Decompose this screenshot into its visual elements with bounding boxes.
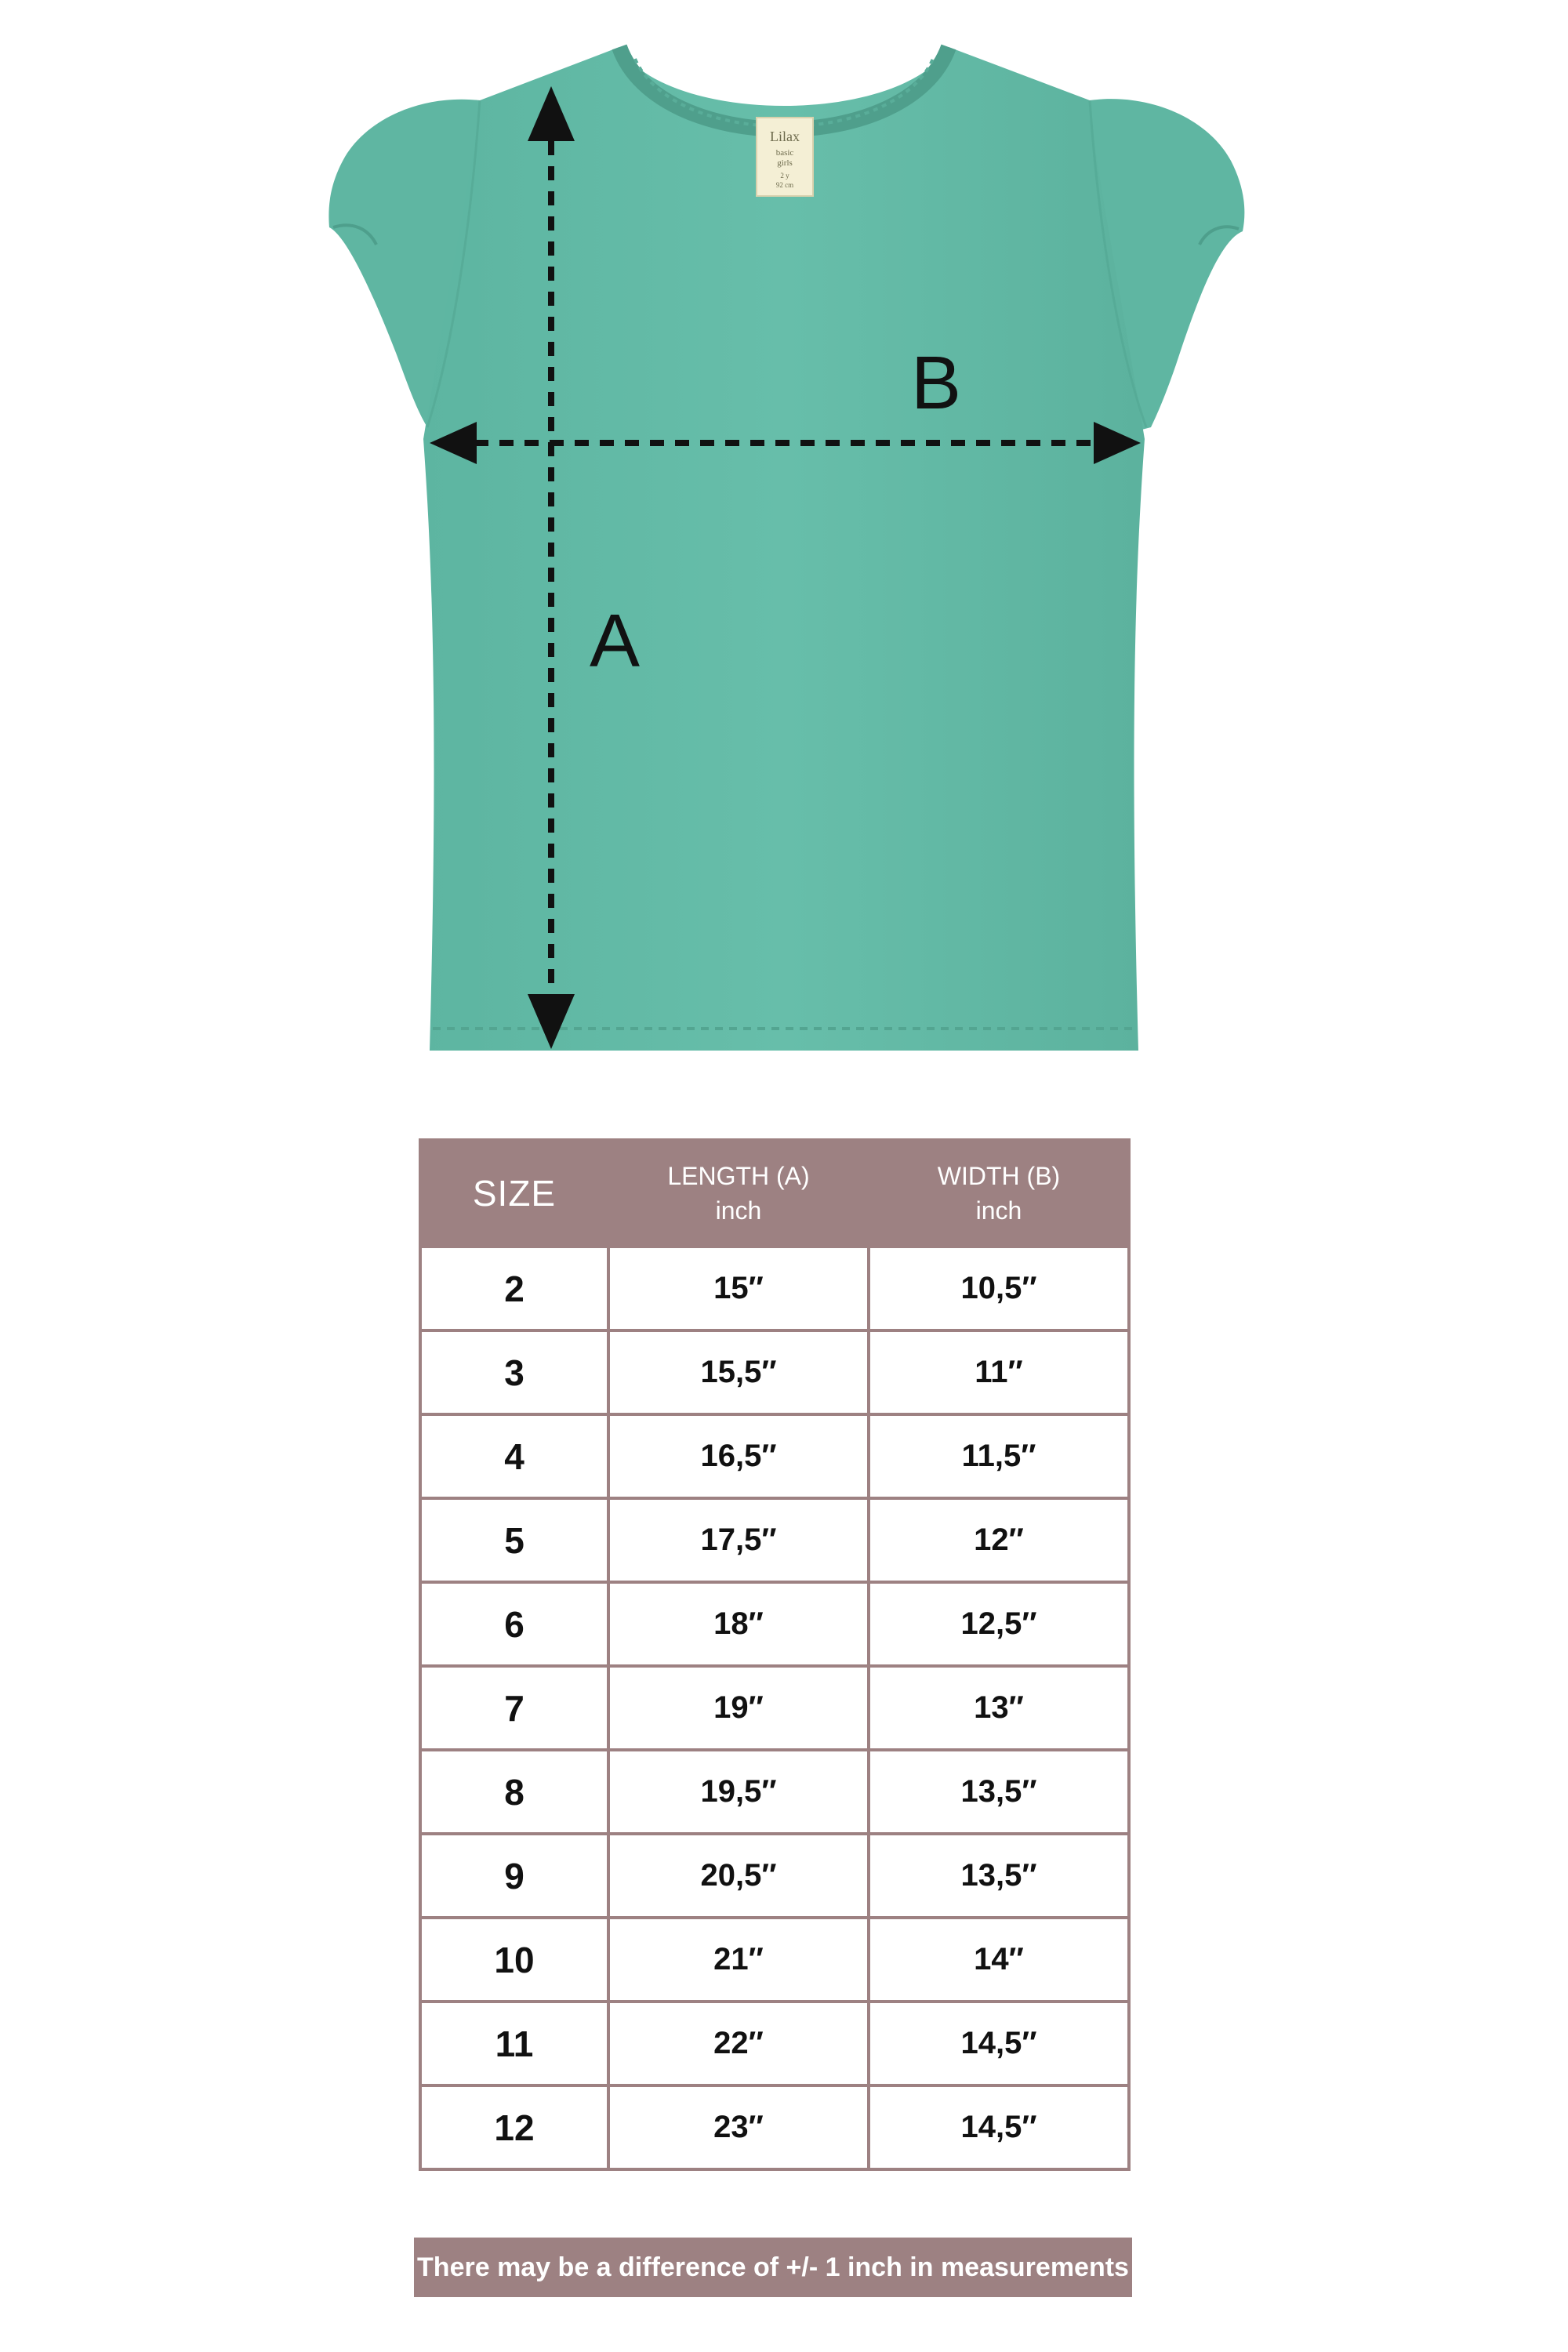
measurement-disclaimer: There may be a difference of +/- 1 inch in measurements — [414, 2238, 1132, 2297]
size-cell: 3 — [420, 1330, 608, 1414]
header-length-title: LENGTH (A) — [667, 1162, 810, 1190]
width-cell: 12,5″ — [869, 1582, 1129, 1666]
size-cell: 12 — [420, 2085, 608, 2169]
care-label-size: 2 y — [780, 172, 789, 180]
dimension-b-label: B — [911, 341, 962, 425]
size-cell: 8 — [420, 1750, 608, 1834]
table-header-row — [420, 1140, 1129, 1247]
size-chart-table — [419, 1138, 1131, 2171]
length-cell: 18″ — [608, 1582, 869, 1666]
width-cell: 10,5″ — [869, 1247, 1129, 1330]
table-row — [420, 2085, 1129, 2169]
length-cell: 21″ — [608, 1918, 869, 2002]
table-row — [420, 1330, 1129, 1414]
width-cell: 13″ — [869, 1666, 1129, 1750]
header-size: SIZE — [420, 1140, 608, 1247]
header-width-unit: inch — [975, 1196, 1022, 1225]
size-cell: 9 — [420, 1834, 608, 1918]
table-row — [420, 1247, 1129, 1330]
width-cell: 11,5″ — [869, 1414, 1129, 1498]
dimension-a-label: A — [590, 599, 641, 683]
header-length-unit: inch — [715, 1196, 762, 1225]
header-length — [608, 1140, 869, 1247]
size-cell: 7 — [420, 1666, 608, 1750]
length-cell: 15,5″ — [608, 1330, 869, 1414]
length-cell: 23″ — [608, 2085, 869, 2169]
size-cell: 5 — [420, 1498, 608, 1582]
length-cell: 15″ — [608, 1247, 869, 1330]
length-cell: 16,5″ — [608, 1414, 869, 1498]
width-cell: 11″ — [869, 1330, 1129, 1414]
size-cell: 10 — [420, 1918, 608, 2002]
size-cell: 6 — [420, 1582, 608, 1666]
header-width-title: WIDTH (B) — [937, 1162, 1061, 1190]
care-label-cm: 92 cm — [775, 181, 794, 189]
width-cell: 13,5″ — [869, 1750, 1129, 1834]
table-row — [420, 1582, 1129, 1666]
width-cell: 12″ — [869, 1498, 1129, 1582]
width-cell: 14,5″ — [869, 2085, 1129, 2169]
table-row — [420, 1750, 1129, 1834]
width-cell: 14″ — [869, 1918, 1129, 2002]
header-width — [869, 1140, 1129, 1247]
length-cell: 17,5″ — [608, 1498, 869, 1582]
length-cell: 19,5″ — [608, 1750, 869, 1834]
care-label-line1: basic — [775, 148, 794, 158]
care-label-line2: girls — [777, 158, 793, 168]
table-row — [420, 1666, 1129, 1750]
table-row — [420, 1918, 1129, 2002]
shirt-body — [423, 47, 1145, 1051]
table-row — [420, 1834, 1129, 1918]
care-label-brand: Lilax — [770, 129, 800, 144]
length-cell: 20,5″ — [608, 1834, 869, 1918]
length-cell: 22″ — [608, 2002, 869, 2085]
size-cell: 4 — [420, 1414, 608, 1498]
table-row — [420, 1414, 1129, 1498]
table-row — [420, 1498, 1129, 1582]
size-cell: 2 — [420, 1247, 608, 1330]
size-cell: 11 — [420, 2002, 608, 2085]
width-cell: 14,5″ — [869, 2002, 1129, 2085]
length-cell: 19″ — [608, 1666, 869, 1750]
width-cell: 13,5″ — [869, 1834, 1129, 1918]
table-row — [420, 2002, 1129, 2085]
